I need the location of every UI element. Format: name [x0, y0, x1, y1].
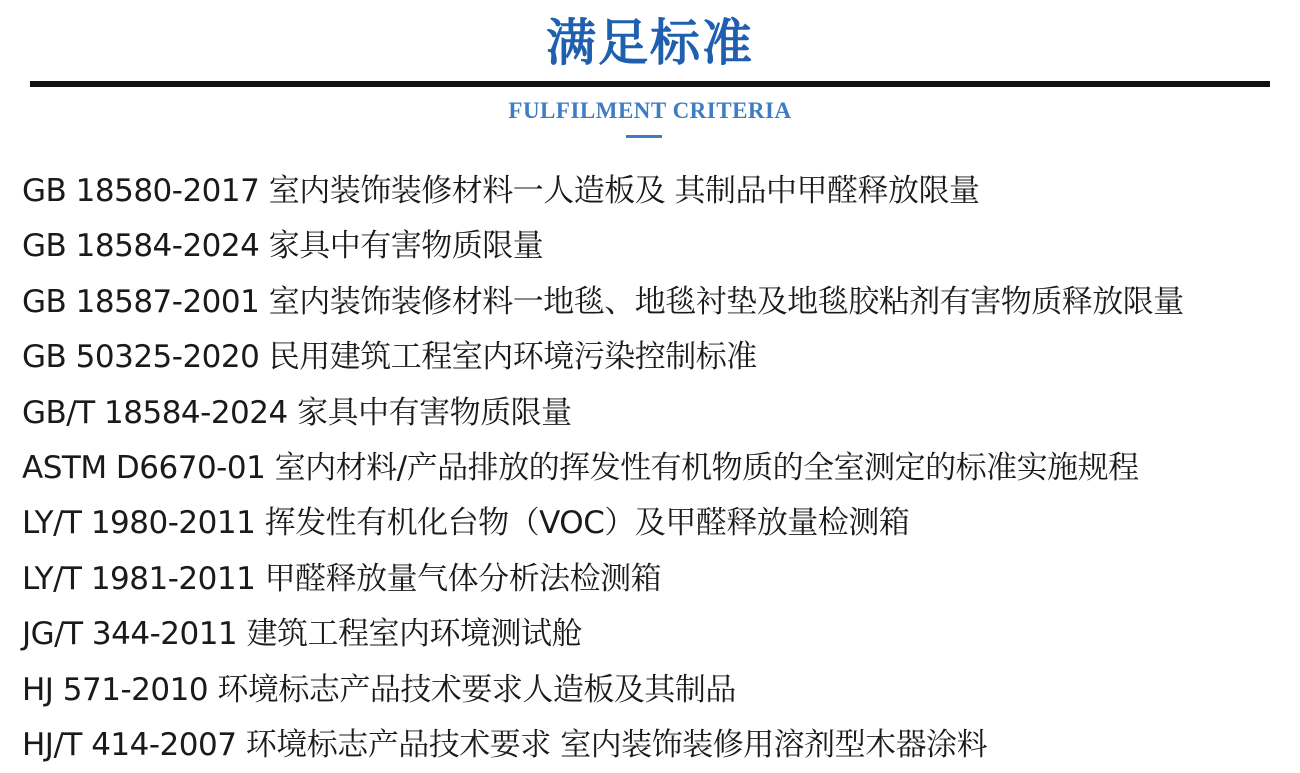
standard-item: ASTM D6670-01 室内材料/产品排放的挥发性有机物质的全室测定的标准实施规程 [22, 449, 1139, 486]
standard-item: HJ 571-2010 环境标志产品技术要求人造板及其制品 [22, 671, 736, 708]
standard-item: GB 50325-2020 民用建筑工程室内环境污染控制标准 [22, 339, 757, 376]
standard-item: GB 18580-2017 室内装饰装修材料一人造板及 其制品中甲醛释放限量 [22, 173, 980, 209]
title-divider [30, 81, 1270, 87]
page-title: 满足标准 [546, 14, 754, 72]
standard-item: GB 18587-2001 室内装饰装修材料一地毯、地毯衬垫及地毯胶粘剂有害物质释放限量 [22, 283, 1184, 320]
standards-list [22, 164, 1184, 773]
standard-item: HJ/T 414-2007 环境标志产品技术要求 室内装饰装修用溶剂型木器涂料 [22, 726, 988, 763]
standard-item: LY/T 1980-2011 挥发性有机化台物（VOC）及甲醛释放量检测箱 [22, 505, 910, 542]
standard-item: GB/T 18584-2024 家具中有害物质限量 [22, 394, 572, 431]
standard-item: LY/T 1981-2011 甲醛释放量气体分析法检测箱 [22, 560, 662, 597]
page-subtitle: FULFILMENT CRITERIA [508, 98, 792, 123]
standard-item: GB 18584-2024 家具中有害物质限量 [22, 228, 544, 265]
standard-item: JG/T 344-2011 建筑工程室内环境测试舱 [22, 616, 582, 653]
subtitle-accent-line [626, 135, 662, 138]
